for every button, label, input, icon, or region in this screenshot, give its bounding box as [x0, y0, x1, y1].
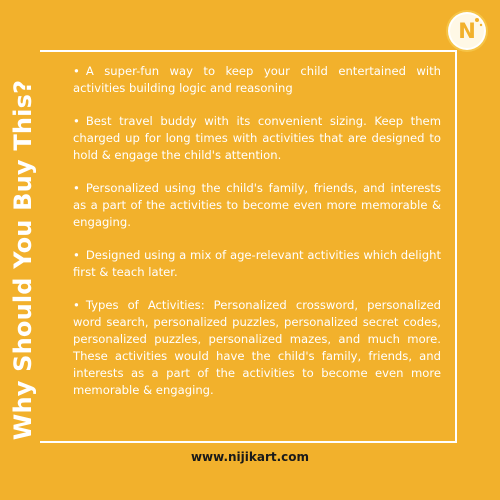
bullet-dot: •: [73, 114, 80, 128]
nijikart-logo-icon: [448, 12, 486, 50]
bullet-dot: •: [73, 64, 80, 78]
bullet-item: [73, 297, 441, 399]
bullet-dot: •: [73, 181, 80, 195]
bullet-text: Personalized using the child's family, friends, and interests as a part of the activities to become even more memorable & engaging.: [73, 181, 441, 229]
bullet-item: [73, 247, 441, 281]
bullet-text: Best travel buddy with its convenient sizing. Keep them charged up for long times with activities that are designed to hold & engage the child's attention.: [73, 114, 441, 162]
bullet-text: Designed using a mix of age-relevant activities which delight first & teach later.: [73, 248, 441, 279]
bullet-list: [73, 63, 441, 415]
bullet-text: Types of Activities: Personalized crossword, personalized word search, personalized puzzles, personalized secret codes, personalized puzzles, personalized mazes, and much more. These activities would have the child's family, friends, and interests as a part of the activities to become even more memorable & engaging.: [73, 298, 441, 397]
footer-url: www.nijikart.com: [190, 450, 310, 464]
bullet-item: [73, 63, 441, 97]
side-title: Why Should You Buy This?: [6, 50, 40, 470]
bullet-dot: •: [73, 248, 80, 262]
logo-graphic: [448, 12, 486, 50]
bullet-item: [73, 180, 441, 231]
bullet-dot: •: [73, 298, 80, 312]
bullet-text: A super-fun way to keep your child entertained with activities building logic and reasoning: [73, 64, 441, 95]
logo-letter: N: [458, 19, 476, 43]
bullet-item: [73, 113, 441, 164]
